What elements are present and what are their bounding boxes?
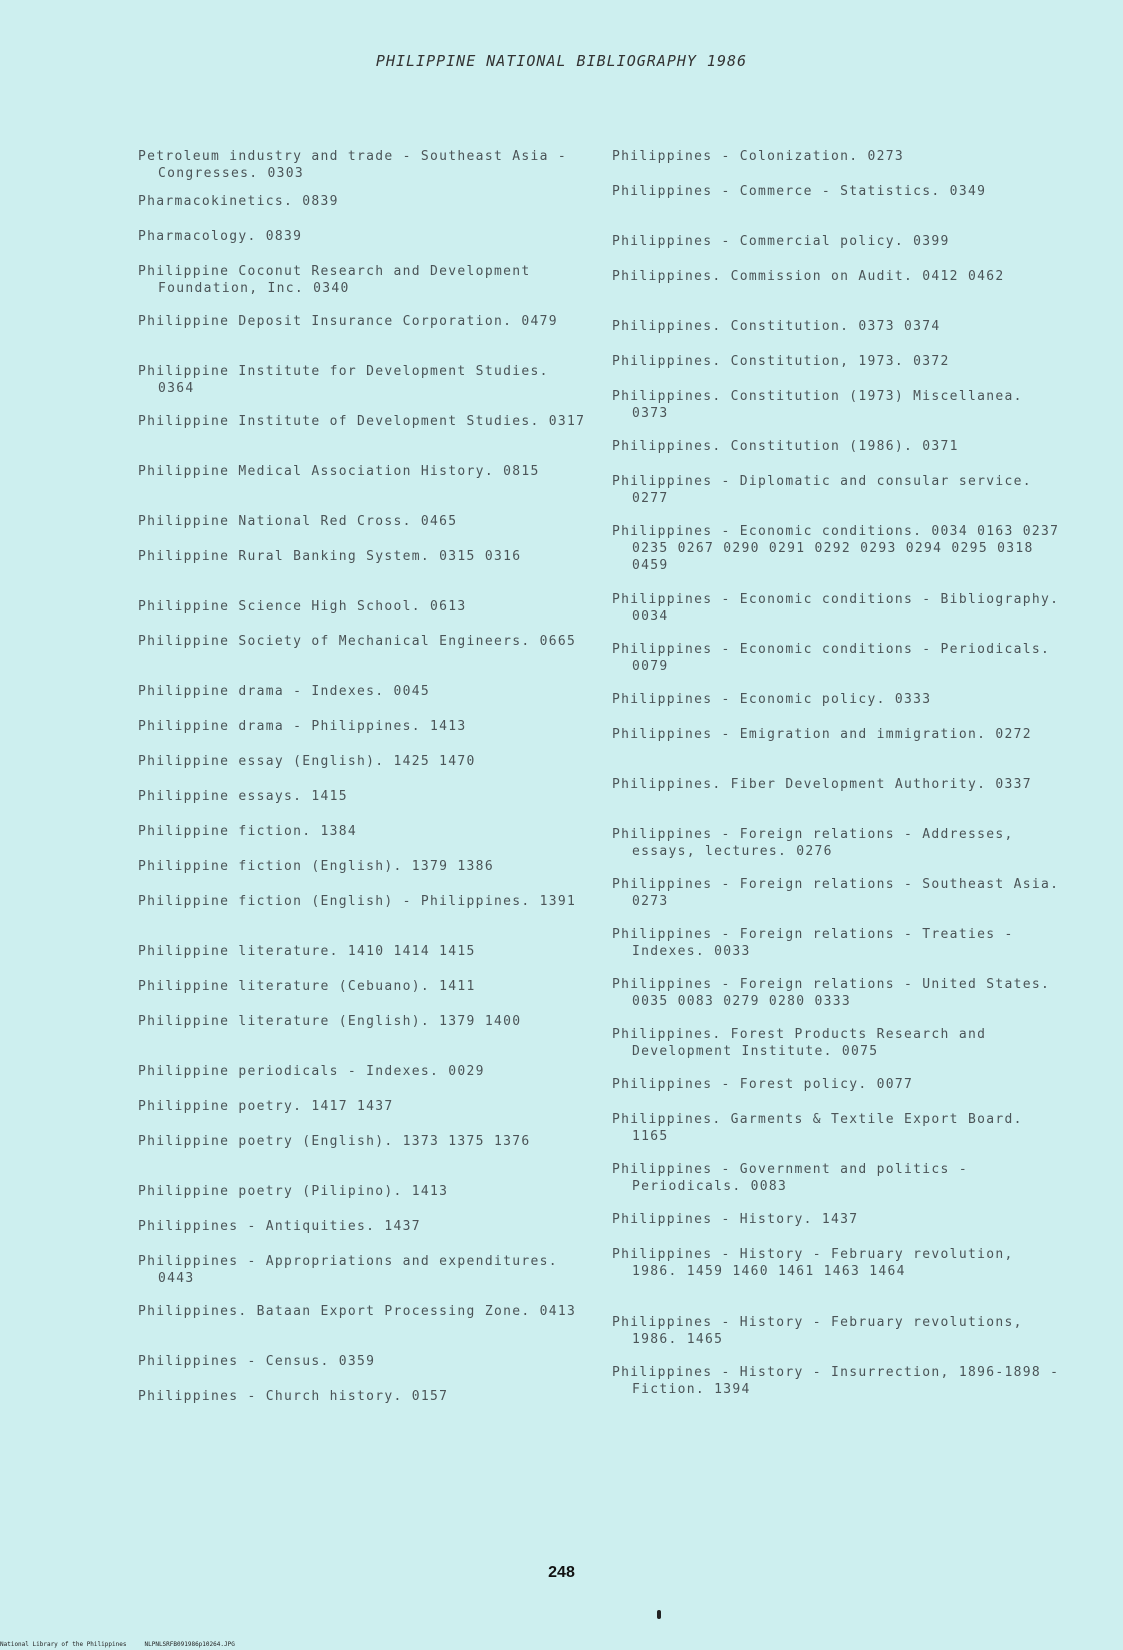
index-entry: Philippines - History - Insurrection, 1896-1898 - Fiction. 1394 [612, 1365, 1069, 1397]
index-entry: Philippines. Constitution. 0373 0374 [612, 319, 941, 334]
index-entry: Philippines - History. 1437 [612, 1212, 859, 1227]
index-entry: Philippines. Commission on Audit. 0412 0462 [612, 269, 1005, 284]
index-entry: Philippine essays. 1415 [138, 789, 348, 804]
index-entry: Philippine National Red Cross. 0465 [138, 514, 458, 529]
index-entry: Philippine poetry (Pilipino). 1413 [138, 1184, 449, 1199]
index-entry: Philippine Institute for Development Studies. 0364 [138, 364, 558, 396]
index-entry: Philippines - Foreign relations - Addresses, essays, lectures. 0276 [612, 827, 1023, 859]
index-entry: Philippine poetry. 1417 1437 [138, 1099, 394, 1114]
index-entry: Philippine Institute of Development Studies. 0317 [138, 414, 586, 429]
index-entry: Philippine literature (English). 1379 1400 [138, 1014, 522, 1029]
index-entry: Philippine fiction (English) - Philippines. 1391 [138, 894, 577, 909]
index-entry: Philippine essay (English). 1425 1470 [138, 754, 476, 769]
index-entry: Philippine drama - Indexes. 0045 [138, 684, 431, 699]
index-entry: Philippine literature. 1410 1414 1415 [138, 944, 476, 959]
index-entry: Philippines - Appropriations and expenditures. 0443 [138, 1254, 567, 1286]
index-entry: Philippines. Constitution, 1973. 0372 [612, 354, 950, 369]
index-entry: Philippines - Forest policy. 0077 [612, 1077, 914, 1092]
index-entry: Philippines - Foreign relations - Southeast Asia. 0273 [612, 877, 1069, 909]
index-entry: Philippine Rural Banking System. 0315 0316 [138, 549, 522, 564]
index-entry: Philippine Coconut Research and Development Foundation, Inc. 0340 [138, 264, 540, 296]
index-entry: Philippines - Church history. 0157 [138, 1389, 449, 1404]
index-entry: Philippines - History - February revolution, 1986. 1459 1460 1461 1463 1464 [612, 1247, 1023, 1279]
index-entry: Philippines - Diplomatic and consular service. 0277 [612, 474, 1041, 506]
index-entry: Philippines - Commercial policy. 0399 [612, 234, 950, 249]
index-entry: Philippines - Emigration and immigration. 0272 [612, 727, 1032, 742]
index-entry: Philippine fiction (English). 1379 1386 [138, 859, 494, 874]
page-title: PHILIPPINE NATIONAL BIBLIOGRAPHY 1986 [375, 52, 748, 70]
index-entry: Philippine Science High School. 0613 [138, 599, 467, 614]
index-entry: Philippines - Foreign relations - Treaties - Indexes. 0033 [612, 927, 1023, 959]
index-entry: Philippines - Census. 0359 [138, 1354, 376, 1369]
index-entry: Philippines - Colonization. 0273 [612, 149, 905, 164]
index-entry: Philippine literature (Cebuano). 1411 [138, 979, 476, 994]
index-entry: Philippine Society of Mechanical Engineers. 0665 [138, 634, 577, 649]
index-entry: Philippines - Foreign relations - United States. 0035 0083 0279 0280 0333 [612, 977, 1060, 1009]
index-entry: Philippines - Economic conditions - Periodicals. 0079 [612, 642, 1060, 674]
index-entry: Philippines - Antiquities. 1437 [138, 1219, 421, 1234]
index-entry: Pharmacokinetics. 0839 [138, 194, 339, 209]
index-entry: Philippine Medical Association History. 0815 [138, 464, 540, 479]
index-entry: Philippines. Constitution (1986). 0371 [612, 439, 959, 454]
index-entry: Philippines - Government and politics - Periodicals. 0083 [612, 1162, 978, 1194]
index-entry: Philippine periodicals - Indexes. 0029 [138, 1064, 485, 1079]
index-entry: Philippines. Bataan Export Processing Zone. 0413 [138, 1304, 577, 1319]
index-entry: Philippines. Forest Products Research and Development Institute. 0075 [612, 1027, 996, 1059]
index-entry: Pharmacology. 0839 [138, 229, 303, 244]
scan-mark-icon [657, 1610, 661, 1619]
index-entry: Petroleum industry and trade - Southeast Asia - Congresses. 0303 [138, 149, 577, 181]
index-entry: Philippine poetry (English). 1373 1375 1376 [138, 1134, 531, 1149]
page-number: 248 [548, 1564, 575, 1581]
index-entry: Philippines - History - February revolutions, 1986. 1465 [612, 1315, 1032, 1347]
index-entry: Philippine drama - Philippines. 1413 [138, 719, 467, 734]
index-entry: Philippines. Garments & Textile Export Board. 1165 [612, 1112, 1032, 1144]
index-entry: Philippine fiction. 1384 [138, 824, 358, 839]
index-entry: Philippines. Fiber Development Authority. 0337 [612, 777, 1032, 792]
index-entry: Philippines - Economic conditions. 0034 0163 0237 0235 0267 0290 0291 0292 0293 0294 0295 0318 0459 [612, 524, 1069, 573]
index-entry: Philippines - Commerce - Statistics. 0349 [612, 184, 987, 199]
index-entry: Philippines - Economic conditions - Bibliography. 0034 [612, 592, 1069, 624]
index-entry: Philippine Deposit Insurance Corporation. 0479 [138, 314, 558, 329]
scan-credit: National Library of the Philippines NLPNLSRFB091986p10264.JPG [0, 1641, 235, 1648]
index-entry: Philippines. Constitution (1973) Miscellanea. 0373 [612, 389, 1032, 421]
index-entry: Philippines - Economic policy. 0333 [612, 692, 932, 707]
